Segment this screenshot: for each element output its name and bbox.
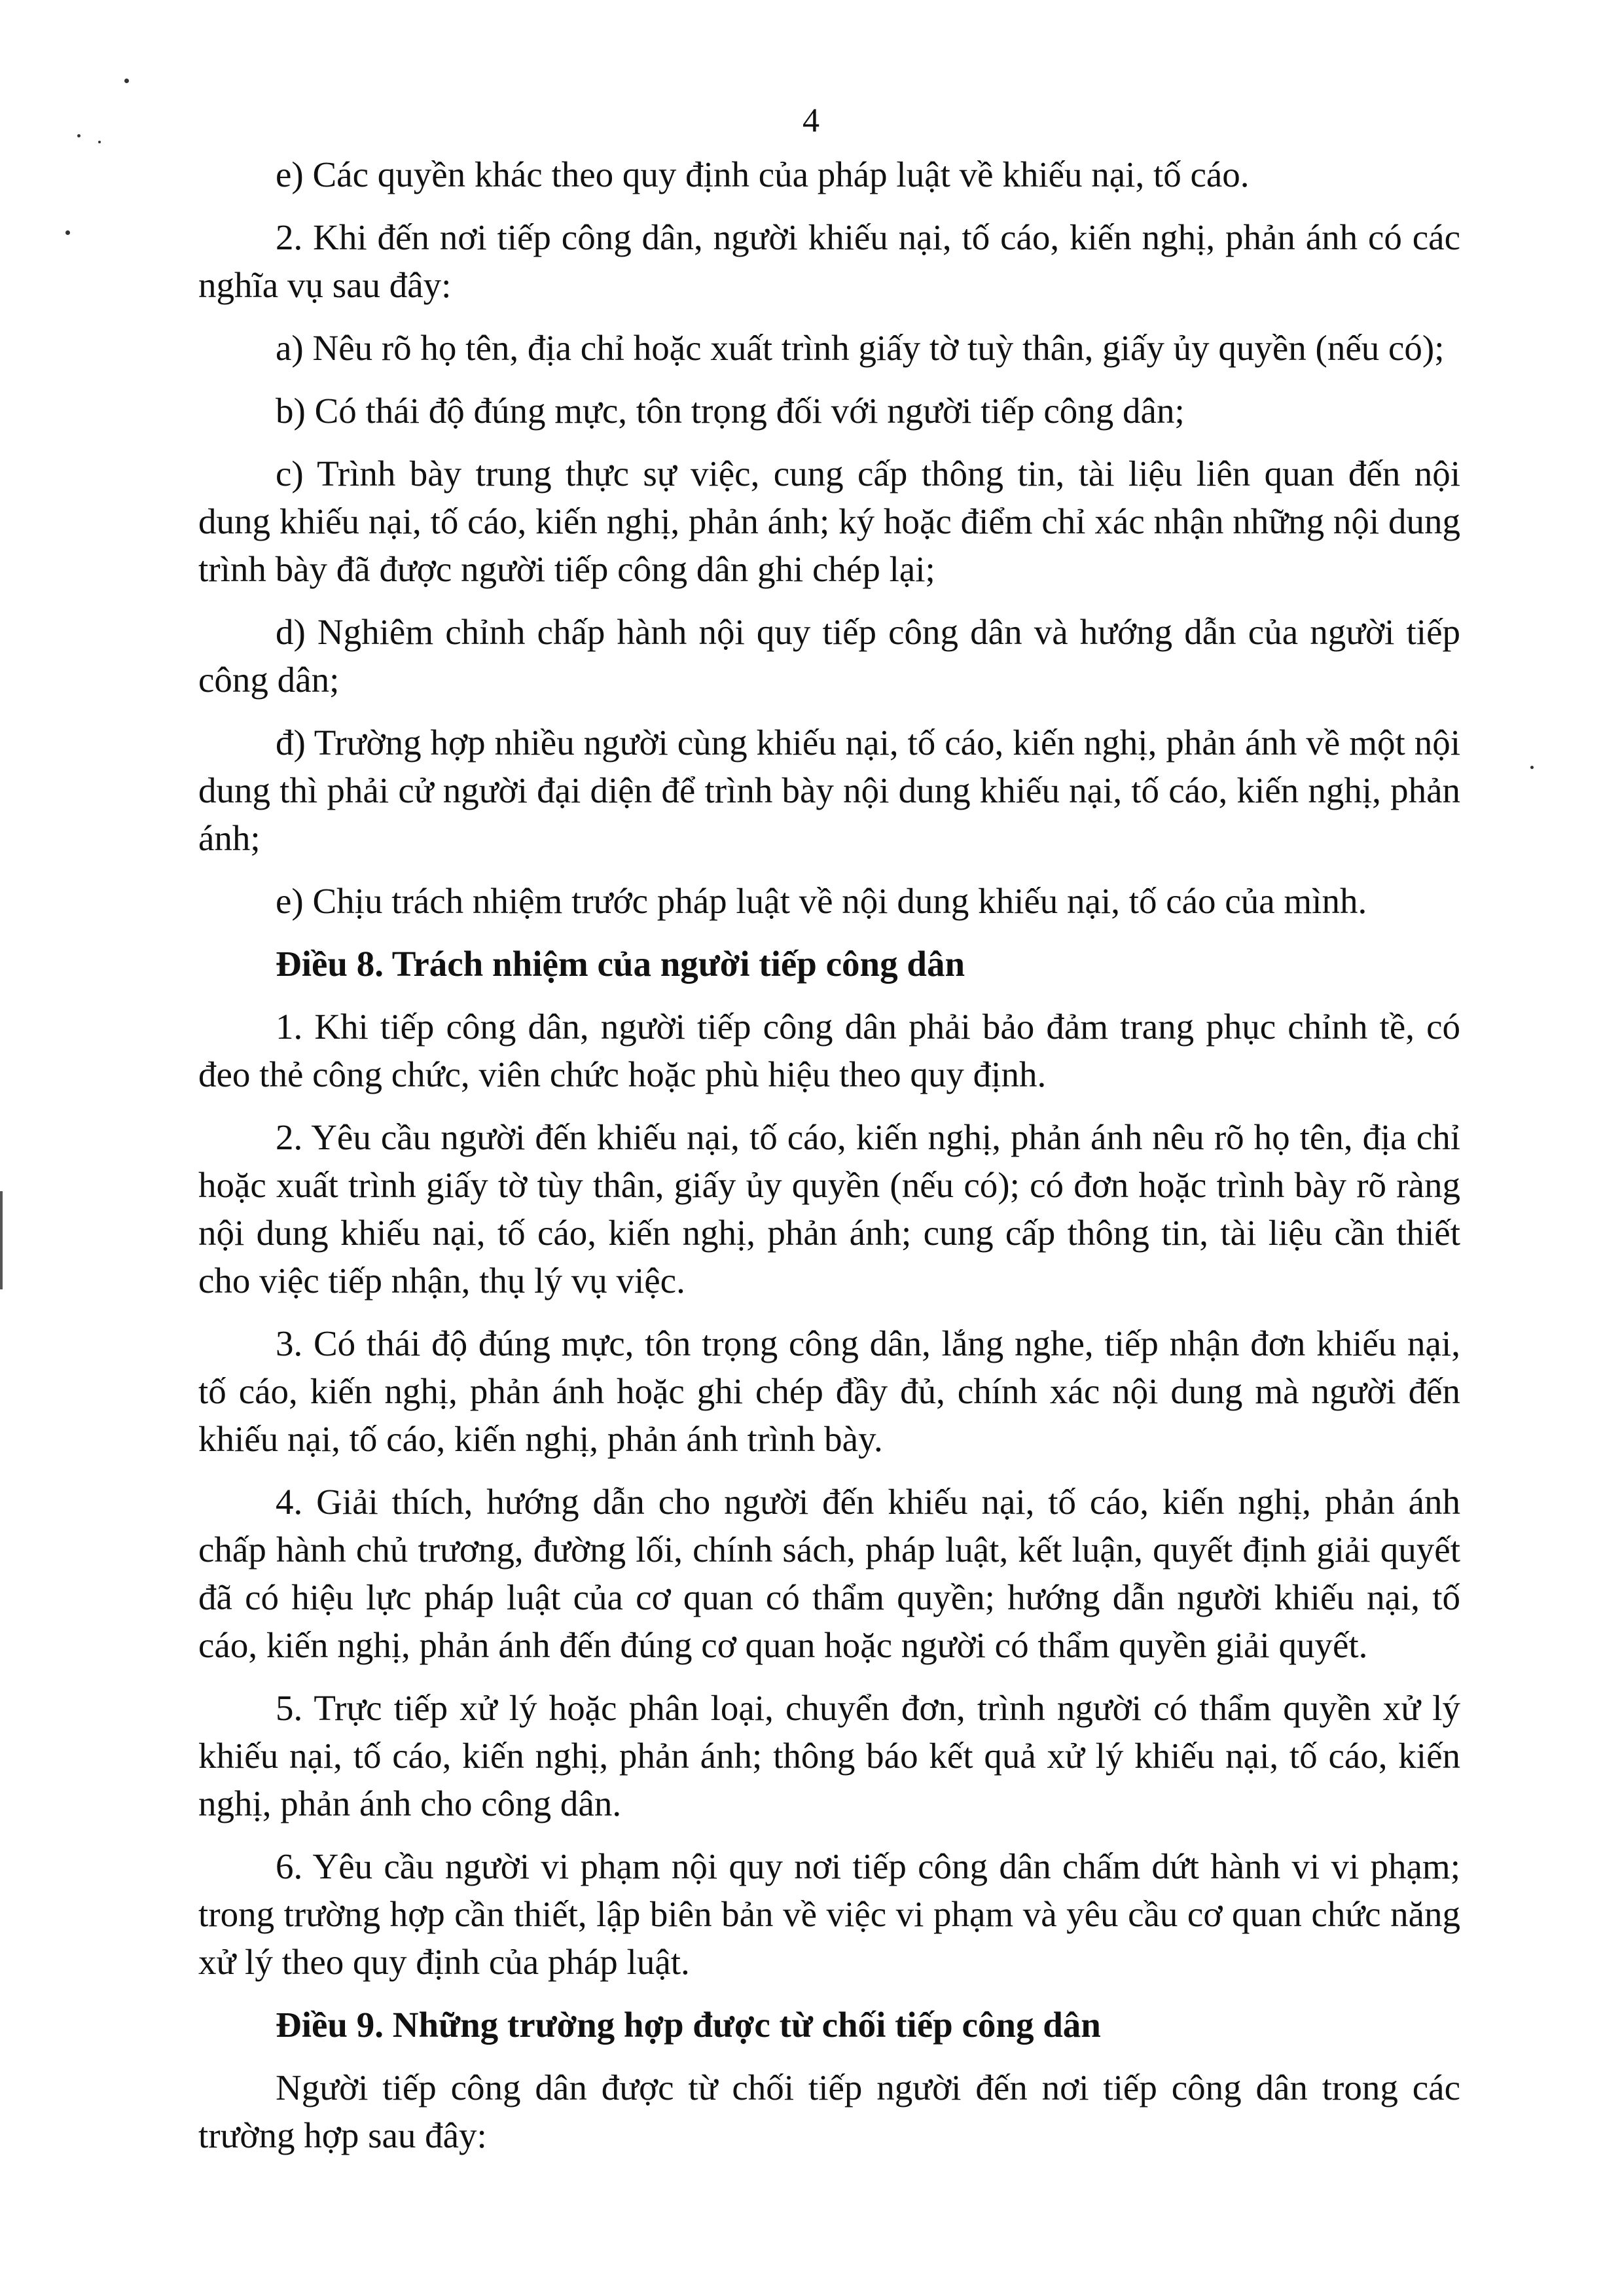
scan-speck [124,79,129,83]
paragraph: 5. Trực tiếp xử lý hoặc phân loại, chuyển đơn, trình người có thẩm quyền xử lý khiếu nại, tố cáo, kiến nghị, phản ánh; thông báo kết quả xử lý khiếu nại, tố cáo, kiến nghị, phản ánh cho công dân. [198,1688,1460,1823]
scan-edge-line [0,1191,3,1289]
paragraph: 3. Có thái độ đúng mực, tôn trọng công dân, lắng nghe, tiếp nhận đơn khiếu nại, tố cáo, kiến nghị, phản ánh hoặc ghi chép đầy đủ, chính xác nội dung mà người đến khiếu nại, tố cáo, kiến nghị, phản ánh trình bày. [198,1323,1460,1459]
paragraph: a) Nêu rõ họ tên, địa chỉ hoặc xuất trình giấy tờ tuỳ thân, giấy ủy quyền (nếu có); [276,328,1445,368]
paragraph: Người tiếp công dân được từ chối tiếp người đến nơi tiếp công dân trong các trường hợp sau đây: [198,2068,1460,2155]
paragraph: 6. Yêu cầu người vi phạm nội quy nơi tiếp công dân chấm dứt hành vi vi phạm; trong trường hợp cần thiết, lập biên bản về việc vi phạm và yêu cầu cơ quan chức năng xử lý theo quy định của pháp luật. [198,1846,1460,1982]
document-body [198,151,1460,2174]
paragraph: e) Các quyền khác theo quy định của pháp luật về khiếu nại, tố cáo. [276,154,1250,194]
paragraph: 2. Yêu cầu người đến khiếu nại, tố cáo, kiến nghị, phản ánh nêu rõ họ tên, địa chỉ hoặc xuất trình giấy tờ tùy thân, giấy ủy quyền (nếu có); có đơn hoặc trình bày rõ ràng nội dung khiếu nại, tố cáo, kiến nghị, phản ánh; cung cấp thông tin, tài liệu cần thiết cho việc tiếp nhận, thụ lý vụ việc. [198,1117,1460,1300]
scan-speck [1530,766,1534,769]
page-number: 4 [802,102,820,139]
paragraph: 1. Khi tiếp công dân, người tiếp công dân phải bảo đảm trang phục chỉnh tề, có đeo thẻ công chức, viên chức hoặc phù hiệu theo quy định. [198,1007,1460,1094]
article-heading-9: Điều 9. Những trường hợp được từ chối tiếp công dân [276,2005,1101,2045]
paragraph: e) Chịu trách nhiệm trước pháp luật về nội dung khiếu nại, tố cáo của mình. [276,881,1367,921]
paragraph: 2. Khi đến nơi tiếp công dân, người khiếu nại, tố cáo, kiến nghị, phản ánh có các nghĩa vụ sau đây: [198,217,1460,305]
paragraph: b) Có thái độ đúng mực, tôn trọng đối với người tiếp công dân; [276,391,1185,431]
scan-speck [65,230,70,235]
paragraph: đ) Trường hợp nhiều người cùng khiếu nại, tố cáo, kiến nghị, phản ánh về một nội dung thì phải cử người đại diện để trình bày nội dung khiếu nại, tố cáo, kiến nghị, phản ánh; [198,723,1460,858]
paragraph: 4. Giải thích, hướng dẫn cho người đến khiếu nại, tố cáo, kiến nghị, phản ánh chấp hành chủ trương, đường lối, chính sách, pháp luật, kết luận, quyết định giải quyết đã có hiệu lực pháp luật của cơ quan có thẩm quyền; hướng dẫn người khiếu nại, tố cáo, kiến nghị, phản ánh đến đúng cơ quan hoặc người có thẩm quyền giải quyết. [198,1482,1460,1665]
paragraph: c) Trình bày trung thực sự việc, cung cấp thông tin, tài liệu liên quan đến nội dung khiếu nại, tố cáo, kiến nghị, phản ánh; ký hoặc điểm chỉ xác nhận những nội dung trình bày đã được người tiếp công dân ghi chép lại; [198,454,1460,589]
article-heading-8: Điều 8. Trách nhiệm của người tiếp công dân [276,944,965,984]
paragraph: d) Nghiêm chỉnh chấp hành nội quy tiếp công dân và hướng dẫn của người tiếp công dân; [198,612,1460,700]
